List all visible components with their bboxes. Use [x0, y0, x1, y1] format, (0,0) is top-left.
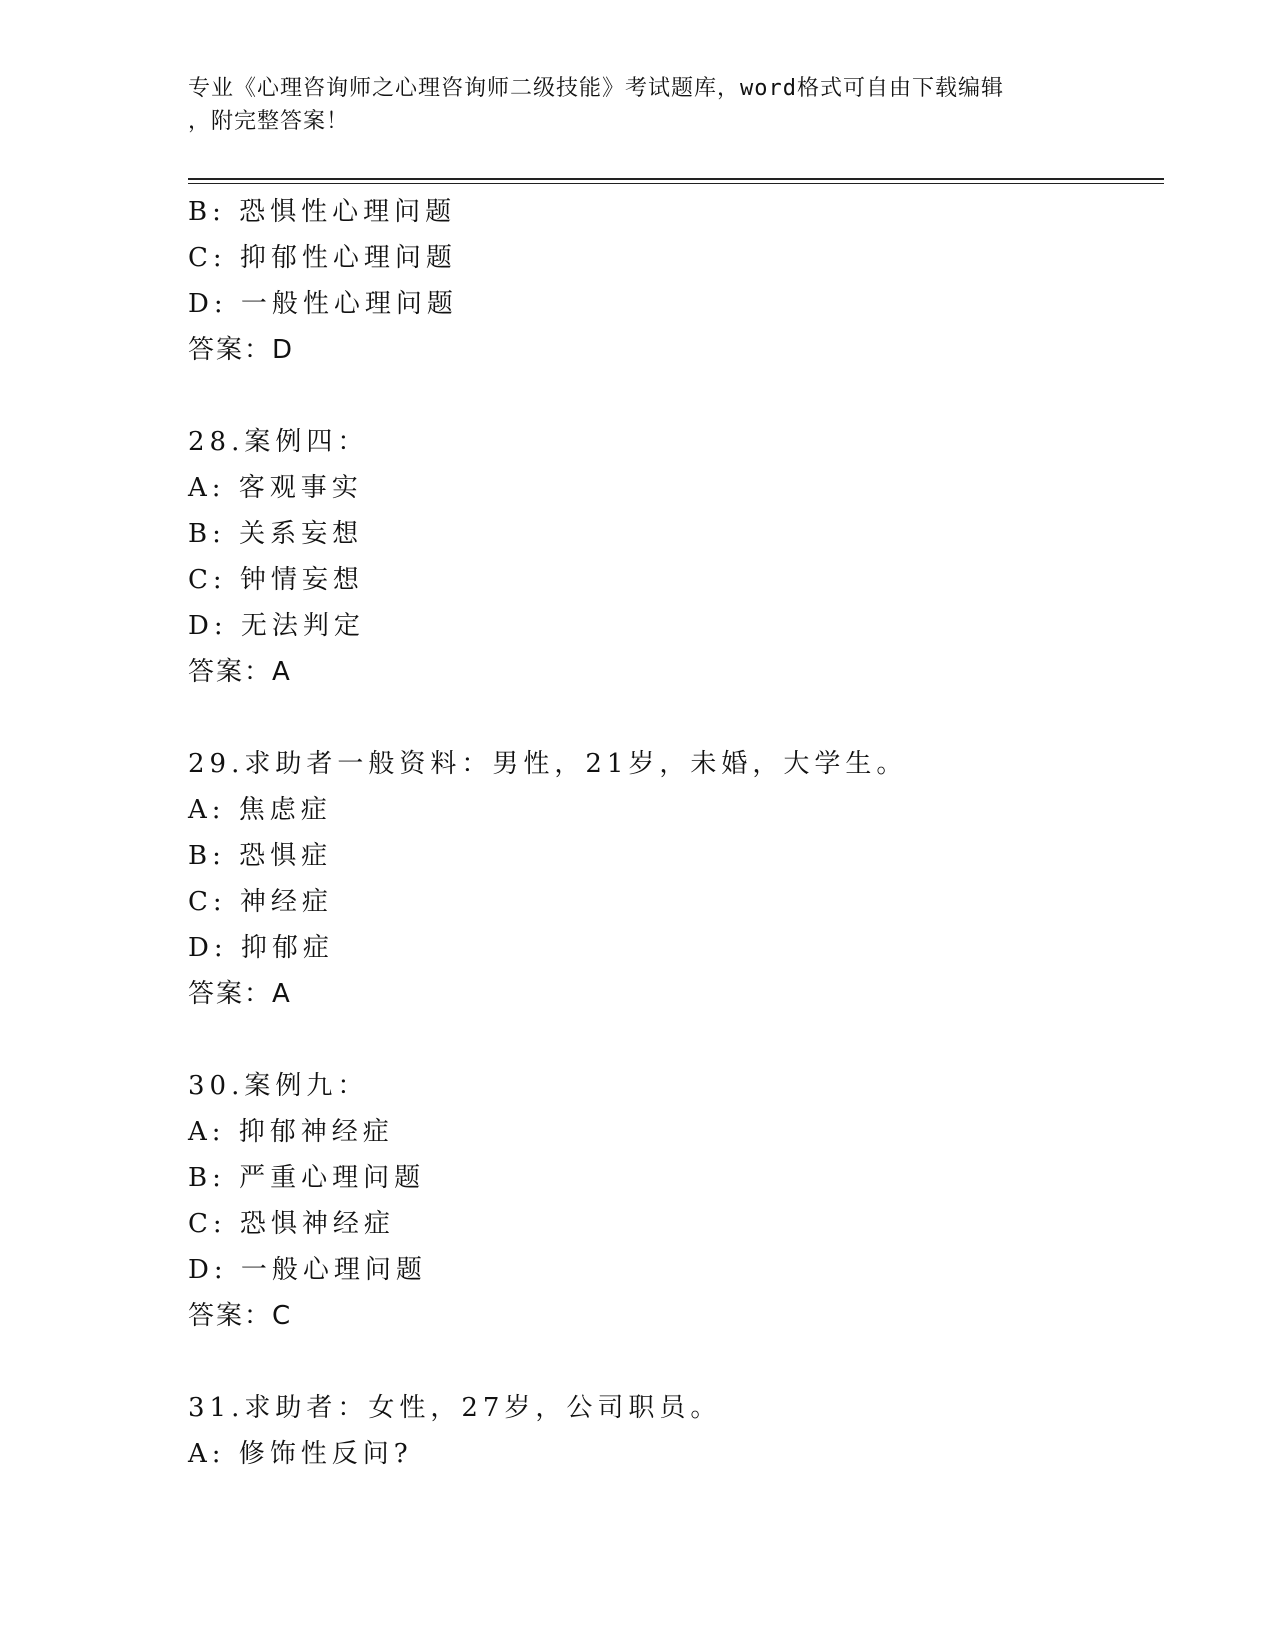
spacer	[188, 1017, 1164, 1063]
question-27-continued	[188, 189, 1164, 373]
question-stem: 28.案例四：	[188, 427, 369, 457]
option-a: A: 焦虑症	[188, 795, 332, 825]
header-rule-thin	[188, 183, 1164, 184]
option-d: D: 抑郁症	[188, 933, 334, 963]
question-stem: 30.案例九：	[188, 1071, 369, 1101]
spacer	[188, 695, 1164, 741]
option-a: A: 抑郁神经症	[188, 1117, 394, 1147]
option-d: D: 无法判定	[188, 611, 365, 641]
option-b: B: 关系妄想	[188, 519, 364, 549]
answer: 答案：A	[188, 657, 292, 687]
question-29	[188, 741, 1164, 1017]
question-31	[188, 1385, 1164, 1477]
option-c: C: 恐惧神经症	[188, 1209, 395, 1239]
option-b: B: 恐惧性心理问题	[188, 197, 457, 227]
answer: 答案：D	[188, 335, 295, 365]
option-c: C: 神经症	[188, 887, 333, 917]
question-28	[188, 419, 1164, 695]
option-c: C: 钟情妄想	[188, 565, 364, 595]
question-30	[188, 1063, 1164, 1339]
option-a: A: 修饰性反问?	[188, 1439, 413, 1469]
header-rule-thick	[188, 178, 1164, 180]
question-stem: 31.求助者：女性，27岁，公司职员。	[188, 1393, 722, 1423]
page-header	[188, 72, 1078, 138]
spacer	[188, 1339, 1164, 1385]
header-line-2: ，附完整答案！	[188, 109, 350, 134]
question-content	[188, 189, 1164, 1477]
option-b: B: 恐惧症	[188, 841, 333, 871]
question-stem: 29.求助者一般资料：男性，21岁，未婚，大学生。	[188, 749, 908, 779]
header-line-1: 专业《心理咨询师之心理咨询师二级技能》考试题库，word格式可自由下载编辑	[188, 76, 1004, 101]
option-d: D: 一般心理问题	[188, 1255, 427, 1285]
answer: 答案：A	[188, 979, 292, 1009]
option-c: C: 抑郁性心理问题	[188, 243, 457, 273]
option-b: B: 严重心理问题	[188, 1163, 426, 1193]
option-a: A: 客观事实	[188, 473, 363, 503]
option-d: D: 一般性心理问题	[188, 289, 458, 319]
answer: 答案：C	[188, 1301, 293, 1331]
spacer	[188, 373, 1164, 419]
